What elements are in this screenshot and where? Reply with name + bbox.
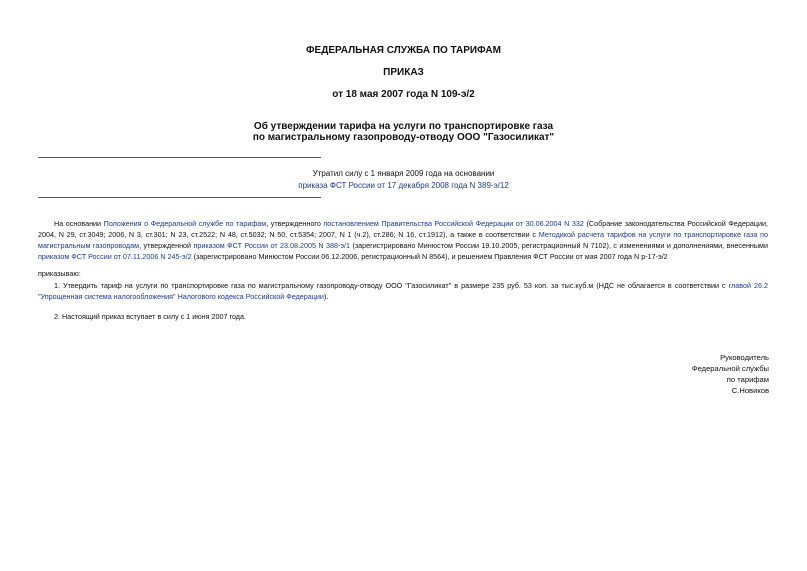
order-item-1 — [38, 280, 768, 302]
signatory-name: С.Новиков — [731, 386, 769, 395]
signature-block — [692, 352, 769, 396]
document-type: ПРИКАЗ — [383, 67, 424, 78]
divider-bottom — [38, 197, 321, 198]
document-title-line-1: Об утверждении тарифа на услуги по транспортировке газа — [253, 121, 554, 132]
order-word: приказываю: — [38, 269, 81, 278]
status-note-text: Утратил силу с 1 января 2009 года на основании — [312, 169, 495, 178]
methodology-link[interactable]: Методикой расчета тарифов на услуги по транспортировке газа по магистральным газопроводам — [38, 230, 768, 250]
status-note — [220, 168, 587, 192]
preamble-text: (зарегистрировано Минюстом России 06.12.2006, регистрационный N 8564), и решением Правления ФСТ России от мая 2007 года N р-17-э/2 — [191, 252, 668, 261]
signature-title-2: Федеральной службы — [691, 364, 769, 373]
signature-title-1: Руководитель — [720, 353, 769, 362]
government-decree-link[interactable]: постановлением Правительства Российской Федерации от 30.06.2004 N 332 — [323, 219, 584, 228]
divider-top — [38, 157, 321, 158]
fts-order-388-link[interactable]: приказом ФСТ России от 23.08.2005 N 388-э/1 — [193, 241, 351, 250]
order-item-text: 1. Утвердить тариф на услуги по транспортировке газа по магистральному газопроводу-отводу ООО "Газосиликат" в размере 235 руб. 53 коп. за тыс.куб.м (НДС не облагается в соответствии с — [54, 281, 726, 290]
tax-code-chapter-link[interactable]: главой 26.2 "Упрощенная система налогообложения" Налогового кодекса Российской Федерации — [38, 281, 769, 301]
signature-title-3: по тарифам — [726, 375, 769, 384]
regulation-link[interactable]: Положения о Федеральной службе по тарифам — [103, 219, 267, 228]
preamble-text: , утвержденного — [266, 219, 324, 228]
preamble-paragraph — [38, 218, 768, 262]
preamble-text: На основании — [54, 219, 104, 228]
preamble-text: (зарегистрировано Минюстом России 19.10.2005, регистрационный N 7102), с изменениями и дополнениями, внесенными — [350, 241, 769, 250]
preamble-text: , утвержденной — [139, 241, 194, 250]
order-item-2: 2. Настоящий приказ вступает в силу с 1 июня 2007 года. — [54, 312, 246, 321]
order-item-text: ). — [323, 292, 329, 301]
repeal-order-link[interactable]: приказа ФСТ России от 17 декабря 2008 года N 389-э/12 — [298, 181, 509, 190]
document-date-number: от 18 мая 2007 года N 109-э/2 — [332, 89, 475, 100]
fts-order-245-link[interactable]: приказом ФСТ России от 07.11.2006 N 245-э/2 — [38, 252, 192, 261]
document-title-line-2: по магистральному газопроводу-отводу ООО "Газосиликат" — [252, 132, 555, 143]
agency-heading: ФЕДЕРАЛЬНАЯ СЛУЖБА ПО ТАРИФАМ — [306, 45, 501, 56]
preamble-text: (Собрание законодательства Российской Федерации, 2004, N 29, ст.3049; 2006, N 3, ст.301; N 23, ст.2522; N 48, ст.5032; N 50, ст.5354; 2007, N 1 (ч.2), ст.286; N 16, ст.1912), а также в соответствии с — [38, 219, 768, 239]
